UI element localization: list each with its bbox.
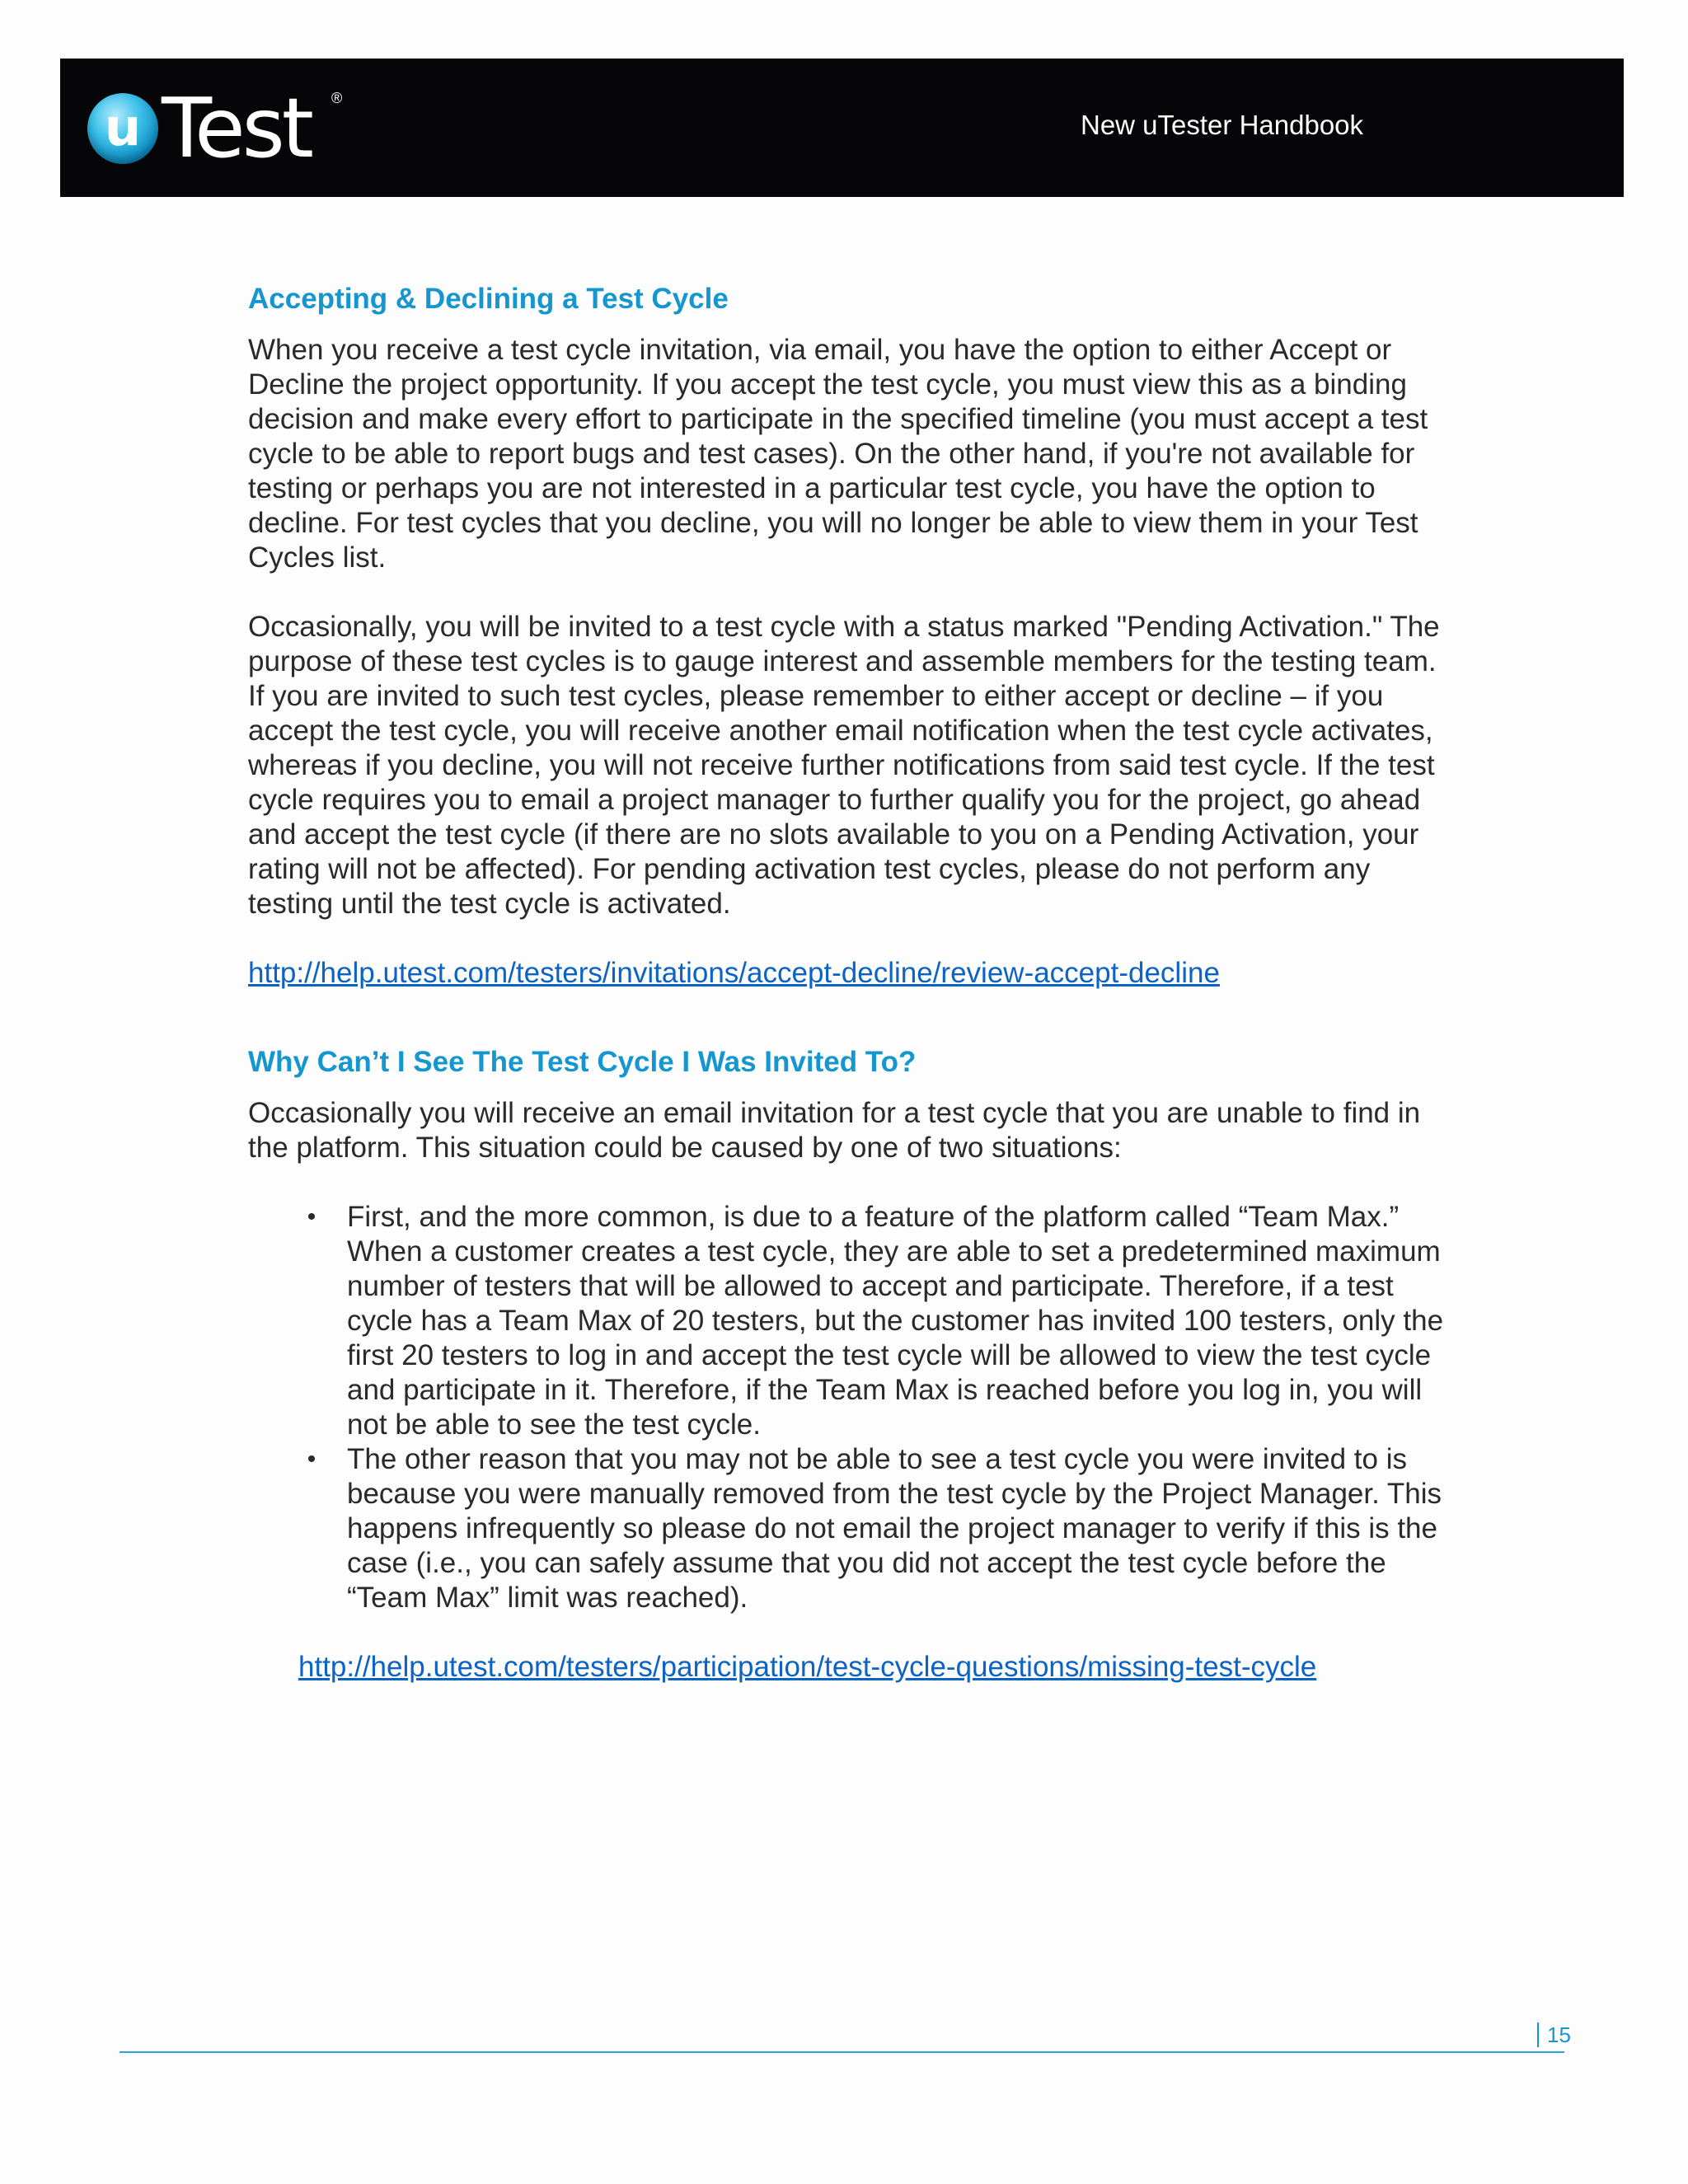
bullet-icon: • [307,1446,316,1473]
logo-letter: u [104,97,142,157]
paragraph-missing-intro: Occasionally you will receive an email invitation for a test cycle that you are unable to find in the platform. This situation could be caused by one of two situations: [248,1097,1421,1164]
list-item [248,1200,1451,1442]
page-number: 15 [1537,2022,1571,2047]
section-heading-why-cant-see: Why Can’t I See The Test Cycle I Was Invited To? [248,1046,917,1078]
link-review-accept-decline[interactable]: http://help.utest.com/testers/invitations/accept-decline/review-accept-decline [248,957,1220,989]
bullet-icon: • [307,1203,316,1230]
section-heading-accepting: Accepting & Declining a Test Cycle [248,283,729,315]
page-header [60,59,1624,197]
handbook-title: New uTester Handbook [1081,110,1364,140]
bullet-text-removed: The other reason that you may not be able to see a test cycle you were invited to is because you were manually removed from the test cycle by the Project Manager. This happens infrequently so please do not email the project manager to verify if this is the case (i.e., you can safely assume that you did not accept the test cycle before the “Team Max” limit was reached). [347,1443,1442,1614]
footer-rule [120,2051,1564,2053]
link-missing-test-cycle[interactable]: http://help.utest.com/testers/participation/test-cycle-questions/missing-test-cycle [298,1651,1317,1683]
list-item [248,1442,1451,1615]
reasons-list [248,1200,1451,1615]
logo-wordmark: Test [162,80,311,176]
registered-mark: ® [331,90,343,106]
paragraph-accept-decline: When you receive a test cycle invitation, via email, you have the option to either Accept or Decline the project opportunity. If you accept the test cycle, you must view this as a binding decision and make every effort to participate in the specified timeline (you must accept a test cycle to be able to report bugs and test cases). On the other hand, if you're not available for testing or perhaps you are not interested in a particular test cycle, you have the option to decline. For test cycles that you decline, you will no longer be able to view them in your Test Cycles list. [248,334,1428,574]
bullet-text-team-max: First, and the more common, is due to a feature of the platform called “Team Max.” When a customer creates a test cycle, they are able to set a predetermined maximum number of testers that will be allowed to accept and participate. Therefore, if a test cycle has a Team Max of 20 testers, but the customer has invited 100 testers, only the first 20 testers to log in and accept the test cycle will be allowed to view the test cycle and participate in it. Therefore, if the Team Max is reached before you log in, you will not be able to see the test cycle. [347,1201,1444,1441]
page-content [248,282,1451,1685]
paragraph-pending-activation: Occasionally, you will be invited to a test cycle with a status marked "Pending Activation." The purpose of these test cycles is to gauge interest and assemble members for the testing team. If you are invited to such test cycles, please remember to either accept or decline – if you accept the test cycle, you will receive another email notification when the test cycle activates, whereas if you decline, you will not receive further notifications from said test cycle. If the test cycle requires you to email a project manager to further qualify you for the project, go ahead and accept the test cycle (if there are no slots available to you on a Pending Activation, your rating will not be affected). For pending activation test cycles, please do not perform any testing until the test cycle is activated. [248,611,1440,920]
